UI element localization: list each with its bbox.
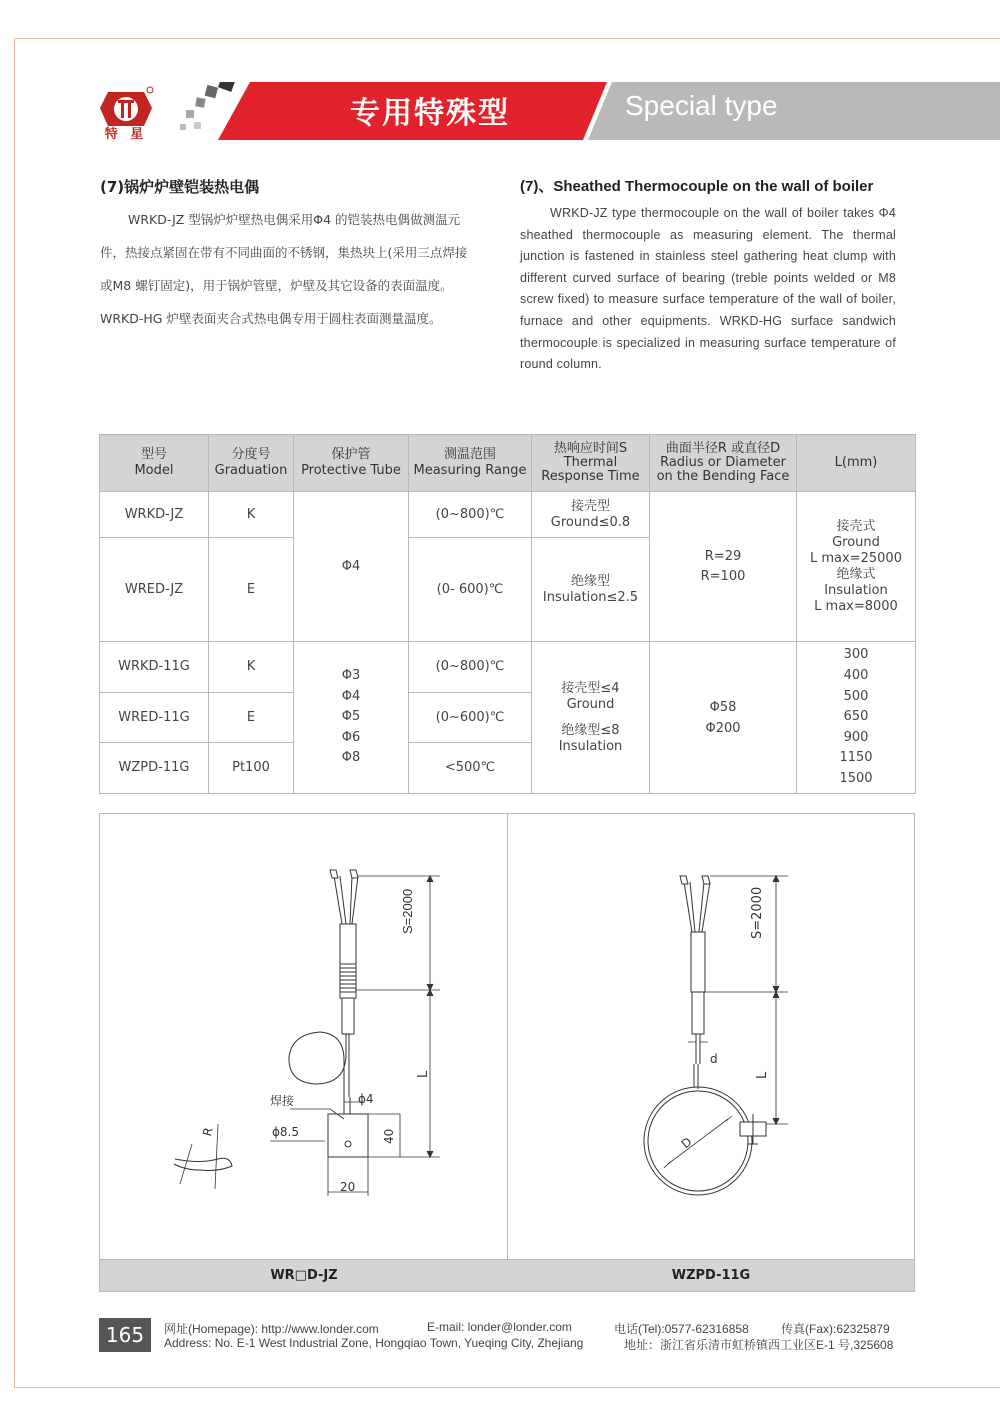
response-cell: 接壳型 Ground≤0.8 [532,492,650,538]
label-d-large: D [678,1134,695,1152]
section-heading-cn: (7)锅炉炉壁铠装热电偶 [100,178,260,196]
model-cell: WZPD-11G [100,743,209,794]
model-cell: WRED-JZ [100,538,209,642]
tube-cell: Φ4 [294,492,409,642]
drawing-wzpd-11g [508,814,915,1261]
length-cell: 300 400 500 650 900 1150 1500 [797,642,916,794]
table-row [100,492,916,538]
radius-cell: R=29 R=100 [650,492,797,642]
title-en: Special type [625,90,778,121]
header-range: 测温范围 Measuring Range [409,435,532,492]
description-en: WRKD-JZ type thermocouple on the wall of boiler takes Φ4 sheathed thermocouple as measuring element. The thermal junction is fastened in stainless steel gathering heat clump with different curved surface of bearing (treble points welded or M8 screw fixed) to measure surface temperature of the wall of boiler, furnace and other equipments. WRKD-HG surface sandwich thermocouple is specialized in measuring surface temperature of round column. [520,206,896,372]
title-cn: 专用特殊型 [350,96,510,131]
dim-s-right: S=2000 [750,886,765,939]
length-cell: 接壳式 Ground L max=25000 绝缘式 Insulation L max=8000 [797,492,916,642]
footer-address-cn: 地址：浙江省乐清市虹桥镇西工业区E-1 号,325608 [624,1338,894,1352]
label-d4: ϕ4 [358,1092,374,1106]
header-response: 热响应时间S Thermal Response Time [532,435,650,492]
range-cell: (0~600)℃ [409,693,532,743]
label-r: R [200,1125,216,1138]
label-h40: 40 [382,1128,396,1144]
range-cell: (0~800)℃ [409,642,532,693]
label-d-small: d [710,1052,718,1066]
graduation-cell: E [209,538,294,642]
tube-cell: Φ3 Φ4 Φ5 Φ6 Φ8 [294,642,409,794]
graduation-cell: K [209,492,294,538]
response-cell: 接壳型≤4 Ground 绝缘型≤8 Insulation [532,642,650,794]
graduation-cell: Pt100 [209,743,294,794]
description-cn: WRKD-JZ 型锅炉炉壁热电偶采用Φ4 的铠装热电偶做测温元件，热接点紧固在带有不同曲面的不锈钢，集热块上(采用三点焊接或M8 螺钉固定)，用于锅炉管壁，炉壁及其它设备的表面温度。WRKD-HG 炉壁表面夹合式热电偶专用于圆柱表面测量温度。 [100,212,468,326]
dim-l-right: L [755,1071,770,1079]
model-cell: WRKD-11G [100,642,209,693]
footer-fax: 传真(Fax):62325879 [781,1322,890,1336]
drawing-wrkd-jz [100,814,507,1261]
spec-table [99,434,916,794]
table-row [100,642,916,693]
footer-tel: 电话(Tel):0577-62316858 [614,1322,749,1336]
caption-left: WR□D-JZ [270,1268,338,1283]
footer-address-en: Address: No. E-1 West Industrial Zone, Hongqiao Town, Yueqing City, Zhejiang [164,1336,584,1350]
model-cell: WRKD-JZ [100,492,209,538]
footer-email[interactable]: E-mail: londer@londer.com [427,1320,572,1334]
dim-l-left: L [416,1070,431,1078]
graduation-cell: E [209,693,294,743]
logo-text: 特 星 [104,127,148,142]
footer-homepage[interactable]: 网址(Homepage): http://www.londer.com [164,1322,379,1336]
label-w20: 20 [340,1180,356,1194]
label-d85: ϕ8.5 [272,1125,299,1139]
response-cell: 绝缘型 Insulation≤2.5 [532,538,650,642]
table-header-row [100,435,916,492]
model-cell: WRED-11G [100,693,209,743]
caption-right: WZPD-11G [671,1268,751,1283]
header-radius: 曲面半径R 或直径D Radius or Diameter on the Bending Face [650,435,797,492]
header-tube: 保护管 Protective Tube [294,435,409,492]
header-graduation: 分度号 Graduation [209,435,294,492]
label-weld: 焊接 [270,1094,295,1108]
range-cell: (0~800)℃ [409,492,532,538]
page-number: 165 [99,1318,151,1352]
diagram-panel [99,813,915,1292]
header-model: 型号 Model [100,435,209,492]
dim-s-left: S=2000 [400,888,415,934]
section-heading-en: (7)、Sheathed Thermocouple on the wall of boiler [520,178,874,195]
diameter-cell: Φ58 Φ200 [650,642,797,794]
graduation-cell: K [209,642,294,693]
range-cell: (0- 600)℃ [409,538,532,642]
range-cell: <500℃ [409,743,532,794]
header-length: L(mm) [797,435,916,492]
